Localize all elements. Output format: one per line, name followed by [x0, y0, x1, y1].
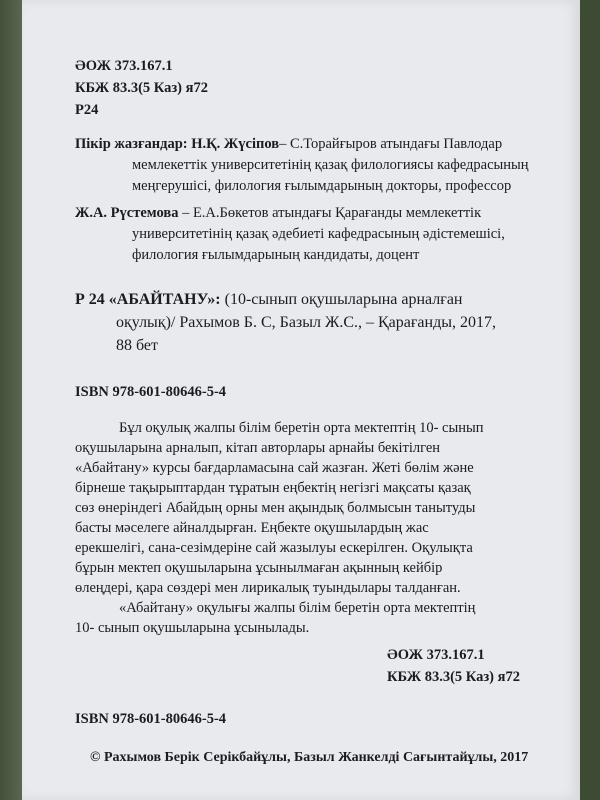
reviewer-1-affiliation: – С.Торайғыров атындағы Павлодар — [279, 136, 503, 152]
reviewer-2-line-2: университетінің қазақ әдебиеті кафедрасының әдістемешісі, — [132, 226, 505, 242]
isbn-bottom: ISBN 978-601-80646-5-4 — [75, 711, 227, 727]
catalog-subtitle: (10-сынып оқушыларына арналған — [220, 291, 463, 308]
footer-bbk-code: КБЖ 83.3(5 Каз) я72 — [387, 669, 520, 685]
udk-code: ӘОЖ 373.167.1 — [75, 58, 173, 74]
book-page — [22, 0, 580, 800]
abstract-line: оқушыларына арналып, кітап авторлары арнайы бекітілген — [75, 440, 441, 456]
catalog-entry-line-2: оқулық)/ Рахымов Б. С, Базыл Ж.С., – Қарағанды, 2017, — [116, 314, 496, 331]
reviewer-1-line-3: меңгерушісі, филология ғылымдарының докторы, профессор — [132, 178, 512, 194]
bbk-code: КБЖ 83.3(5 Каз) я72 — [75, 80, 208, 96]
copyright-notice: © Рахымов Берік Серікбайұлы, Базыл Жанкелді Сағынтайұлы, 2017 — [90, 750, 529, 765]
abstract-line: «Абайтану» курсы бағдарламасына сай жазған. Жеті бөлім және — [75, 460, 474, 476]
abstract-line: басты мәселеге айналдырған. Еңбекте оқушылардың жас — [75, 520, 429, 536]
abstract-line: 10- сынып оқушыларына ұсынылады. — [75, 620, 310, 636]
reviewer-1-line-2: мемлекеттік университетінің қазақ филологиясы кафедрасының — [132, 157, 529, 173]
reviewer-1-line — [75, 135, 502, 153]
catalog-entry-line-3: 88 бет — [116, 337, 159, 354]
abstract-line: Бұл оқулық жалпы білім беретін орта мектептің 10- сынып — [119, 420, 484, 436]
reviewer-2-line — [75, 204, 481, 222]
abstract-line: сөз өнеріндегі Абайдың орны мен ақындық болмысын танытуды — [75, 500, 476, 516]
abstract-line: өлеңдері, қара сөздері мен лирикалық туындылары талданған. — [75, 580, 461, 596]
reviewer-2-line-3: филология ғылымдарының кандидаты, доцент — [132, 247, 420, 263]
abstract-line: бірнеше тақырыптардан тұратын еңбектің негізгі мақсаты қазақ — [75, 480, 471, 496]
author-mark: Р24 — [75, 102, 99, 118]
abstract-line: ерекшелігі, сана-сезімдеріне сай жазылуы ескерілген. Оқулықта — [75, 540, 473, 556]
abstract-line: «Абайтану» оқулығы жалпы білім беретін орта мектептің — [119, 600, 476, 616]
abstract-paragraph — [75, 418, 553, 638]
reviewers-label: Пікір жазғандар: — [75, 136, 188, 152]
reviewer-1-name: Н.Қ. Жүсіпов — [191, 136, 280, 152]
abstract-line: бұрын мектеп оқушыларына ұсынылмаған ақынның кейбір — [75, 560, 443, 576]
reviewer-2-affiliation: – Е.А.Бөкетов атындағы Қарағанды мемлекеттік — [182, 205, 482, 221]
catalog-title: Р 24 «АБАЙТАНУ»: — [75, 291, 221, 308]
reviewer-2-name: Ж.А. Рүстемова — [75, 205, 179, 221]
footer-udk-code: ӘОЖ 373.167.1 — [387, 647, 485, 663]
isbn-top: ISBN 978-601-80646-5-4 — [75, 384, 227, 400]
catalog-entry-line-1 — [75, 291, 462, 309]
book-edge — [0, 0, 22, 800]
